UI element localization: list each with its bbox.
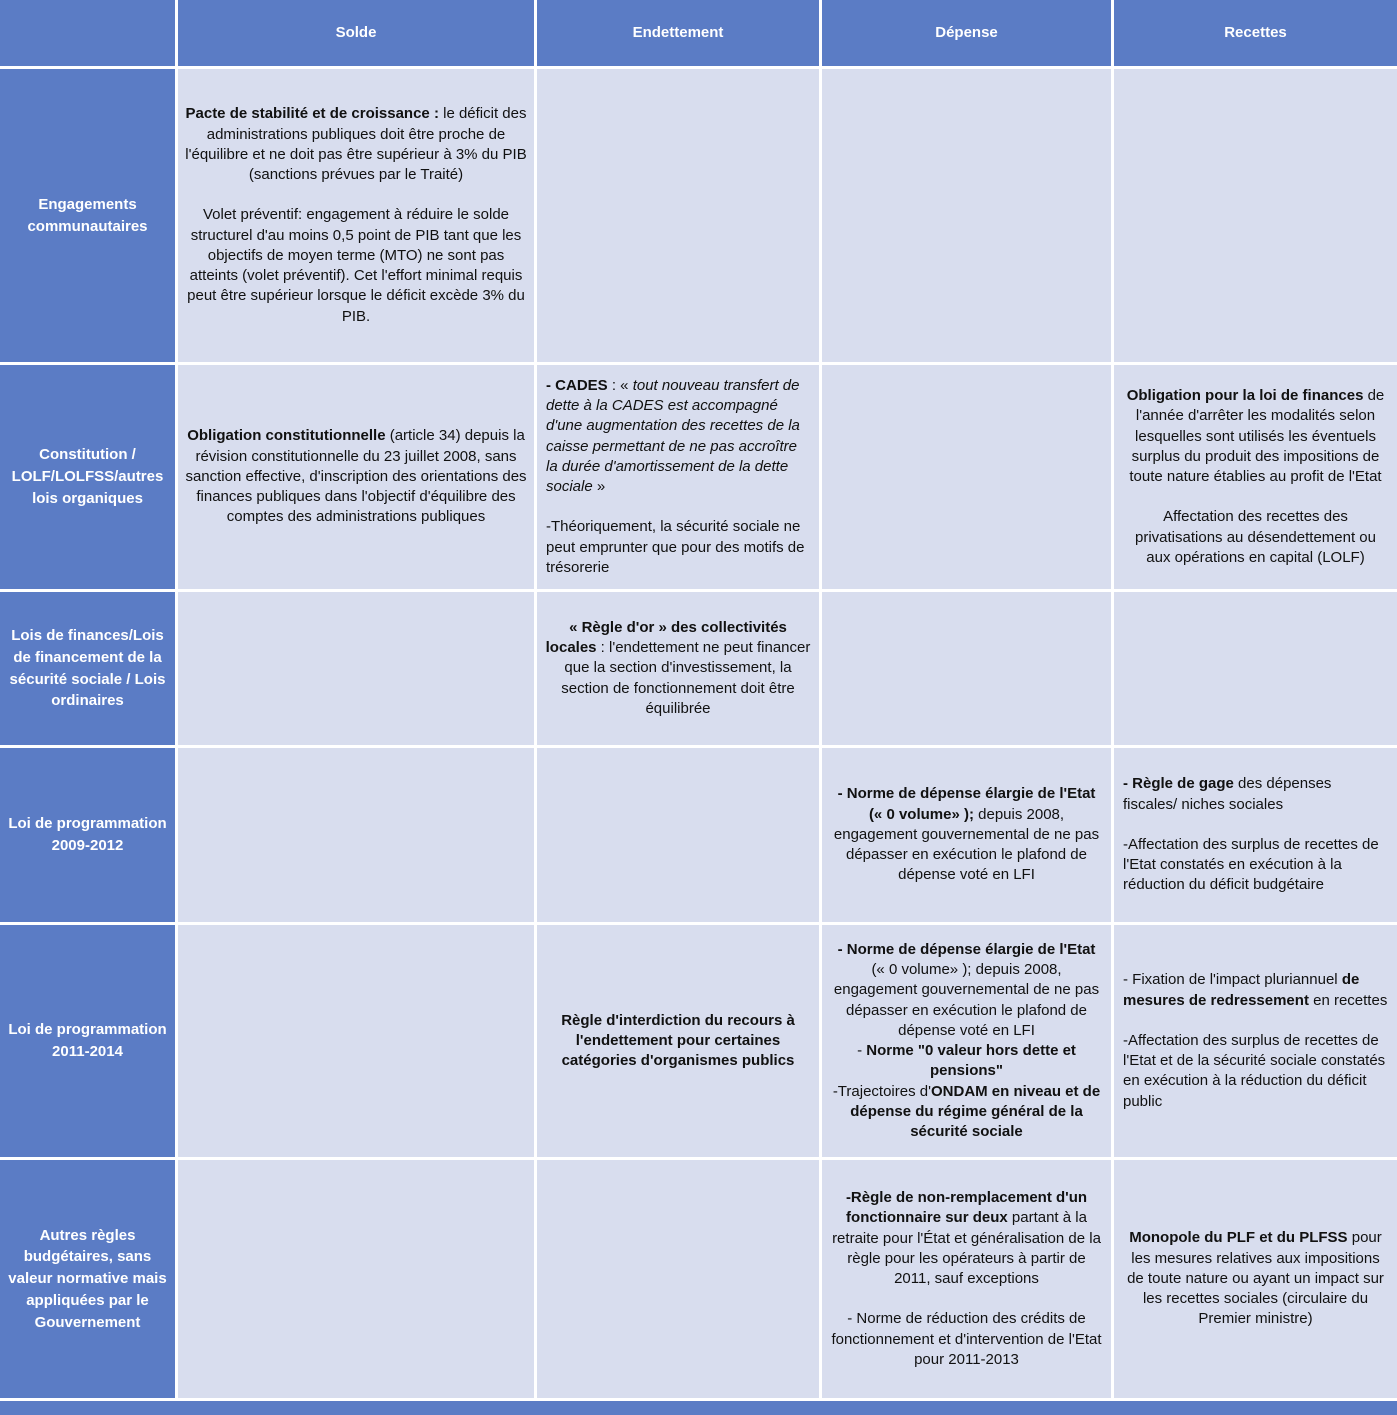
cell-r1-endettement <box>537 69 819 362</box>
cell-r6-depense <box>822 1160 1111 1398</box>
cell-r2-endettement <box>537 365 819 589</box>
cell-r4-recettes <box>1114 748 1397 922</box>
cell-r1-solde <box>178 69 534 362</box>
paragraph: Volet préventif: engagement à réduire le solde structurel d'au moins 0,5 point de PIB tant que les objectifs de moyen terme (MTO) ne sont pas atteints (volet préventif). Cet l'effort minimal requis peut être supérieur lorsque le déficit excède 3% du PIB. <box>187 206 525 325</box>
paragraph: Obligation constitutionnelle (article 34) depuis la révision constitutionnelle du 23 juillet 2008, sans sanction effective, d'inscription des orientations des finances publiques dans l'objectif d'équilibre des comptes des administrations publiques <box>185 427 527 526</box>
cell-r4-depense <box>822 748 1111 922</box>
corner-cell <box>0 0 175 66</box>
blank-line <box>1123 1011 1388 1031</box>
cell-r3-depense <box>822 592 1111 745</box>
row-header-lois-de-finances: Lois de finances/Lois de financement de la sécurité sociale / Lois ordinaires <box>0 592 175 745</box>
blank-line <box>546 497 810 517</box>
cell-r3-recettes <box>1114 592 1397 745</box>
column-header-depense: Dépense <box>822 0 1111 66</box>
row-header-loi-programmation-2009-2012: Loi de programmation 2009-2012 <box>0 748 175 922</box>
cell-r5-solde <box>178 925 534 1157</box>
cell-r4-endettement <box>537 748 819 922</box>
cell-r2-depense <box>822 365 1111 589</box>
cell-r6-solde <box>178 1160 534 1398</box>
paragraph: -Règle de non-remplacement d'un fonctionnaire sur deux partant à la retraite pour l'État et généralisation de la règle pour les opérateurs à partir de 2011, sauf exceptions <box>832 1189 1101 1287</box>
paragraph: Obligation pour la loi de finances de l'année d'arrêter les modalités selon lesquelles sont utilisés les éventuels surplus du produit des impositions de toute nature établies au profit de l'Etat <box>1126 387 1385 485</box>
paragraph: - Norme de réduction des crédits de fonctionnement et d'intervention de l'Etat pour 2011-2013 <box>831 1310 1102 1368</box>
column-header-recettes: Recettes <box>1114 0 1397 66</box>
paragraph: « Règle d'or » des collectivités locales : l'endettement ne peut financer que la section d'investissement, la section de fonctionnement doit être équilibrée <box>545 618 811 717</box>
paragraph: - Norme de dépense élargie de l'Etat (« 0 volume» ); depuis 2008, engagement gouvernemental de ne pas dépasser en exécution le plafond de dépense voté en LFI <box>833 940 1100 1039</box>
cell-r5-depense <box>822 925 1111 1157</box>
paragraph: -Affectation des surplus de recettes de l'Etat et de la sécurité sociale constatés en exécution à la réduction du déficit public <box>1123 1031 1386 1110</box>
cell-r1-recettes <box>1114 69 1397 362</box>
paragraph: - CADES : « tout nouveau transfert de dette à la CADES est accompagné d'une augmentation des recettes de la caisse permettant de ne pas accroître la durée d'amortissement de la dette sociale » <box>546 376 800 496</box>
paragraph: Monopole du PLF et du PLFSS pour les mesures relatives aux impositions de toute nature ou ayant un impact sur les recettes sociales (circulaire du Premier ministre) <box>1127 1229 1384 1328</box>
cell-r3-endettement <box>537 592 819 745</box>
column-header-solde: Solde <box>178 0 534 66</box>
row-header-constitution-lolf: Constitution / LOLF/LOLFSS/autres lois organiques <box>0 365 175 589</box>
paragraph: -Affectation des surplus de recettes de l'Etat constatés en exécution à la réduction du déficit budgétaire <box>1123 835 1379 894</box>
cell-r6-endettement <box>537 1160 819 1398</box>
paragraph: -Trajectoires d'ONDAM en niveau et de dépense du régime général de la sécurité sociale <box>832 1082 1101 1140</box>
row-header-autres-regles-budgetaires: Autres règles budgétaires, sans valeur normative mais appliquées par le Gouvernement <box>0 1160 175 1398</box>
paragraph: - Norme "0 valeur hors dette et pensions" <box>857 1042 1076 1080</box>
paragraph: Pacte de stabilité et de croissance : le déficit des administrations publiques doit être proche de l'équilibre et ne doit pas être supérieur à 3% du PIB (sanctions prévues par le Traité) <box>185 105 527 183</box>
column-header-endettement: Endettement <box>537 0 819 66</box>
cell-r2-recettes <box>1114 365 1397 589</box>
blank-line <box>1121 487 1390 507</box>
blank-line <box>185 185 527 205</box>
paragraph: - Fixation de l'impact pluriannuel de mesures de redressement en recettes <box>1123 971 1388 1009</box>
cell-r5-recettes <box>1114 925 1397 1157</box>
row-header-loi-programmation-2011-2014: Loi de programmation 2011-2014 <box>0 925 175 1157</box>
cell-r1-depense <box>822 69 1111 362</box>
paragraph: Affectation des recettes des privatisations au désendettement ou aux opérations en capital (LOLF) <box>1135 508 1376 566</box>
blank-line <box>1123 815 1388 835</box>
paragraph: - Norme de dépense élargie de l'Etat (« 0 volume» ); depuis 2008, engagement gouvernemental de ne pas dépasser en exécution le plafond de dépense voté en LFI <box>833 785 1100 884</box>
row-header-engagements-communautaires: Engagements communautaires <box>0 69 175 362</box>
paragraph: -Théoriquement, la sécurité sociale ne peut emprunter que pour des motifs de trésorerie <box>546 518 805 576</box>
paragraph: - Règle de gage des dépenses fiscales/ niches sociales <box>1123 775 1332 813</box>
paragraph: Règle d'interdiction du recours à l'endettement pour certaines catégories d'organismes publics <box>561 1011 795 1070</box>
cell-r4-solde <box>178 748 534 922</box>
cell-r2-solde <box>178 365 534 589</box>
cell-r3-solde <box>178 592 534 745</box>
bottom-blue-strip <box>0 1401 1397 1415</box>
cell-r6-recettes <box>1114 1160 1397 1398</box>
blank-line <box>829 1289 1104 1309</box>
cell-r5-endettement <box>537 925 819 1157</box>
